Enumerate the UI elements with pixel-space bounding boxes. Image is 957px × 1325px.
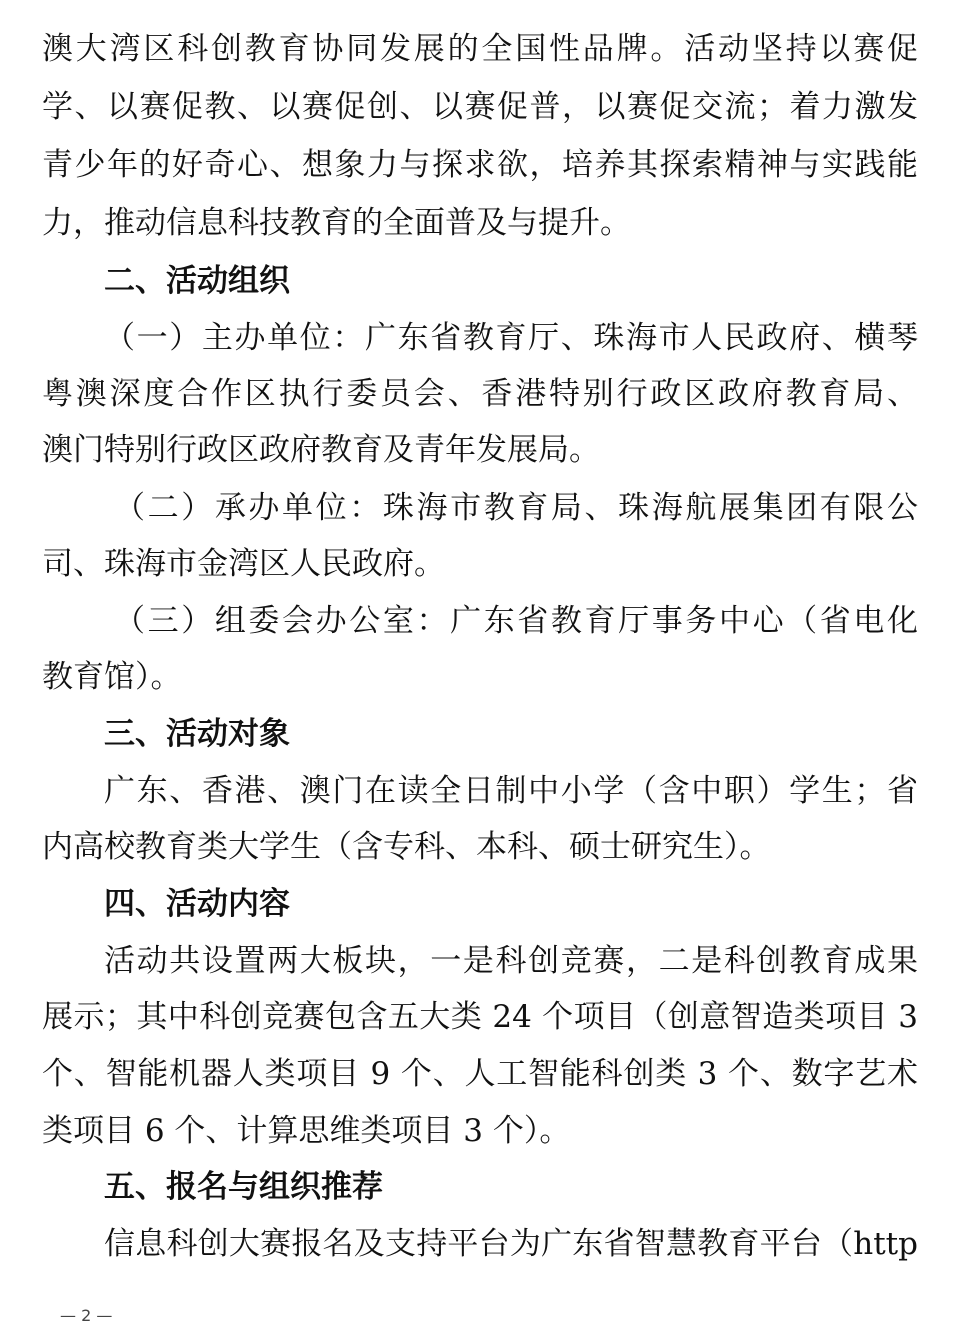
text-line: 广东、香港、澳门在读全日制中小学（含中职）学生；省 <box>104 773 918 809</box>
text-line: 澳门特别行政区政府教育及青年发展局。 <box>42 432 600 468</box>
text-line: 个、智能机器人类项目 9 个、人工智能科创类 3 个、数字艺术 <box>42 1056 918 1092</box>
page-number: — 2 — <box>60 1306 113 1325</box>
section-heading: 四、活动内容 <box>104 886 290 922</box>
text-line: 司、珠海市金湾区人民政府。 <box>42 546 445 582</box>
text-line: （二）承办单位：珠海市教育局、珠海航展集团有限公 <box>114 490 918 526</box>
section-heading: 五、报名与组织推荐 <box>104 1169 383 1205</box>
text-line: 信息科创大赛报名及支持平台为广东省智慧教育平台（http <box>104 1226 918 1262</box>
text-line: 类项目 6 个、计算思维类项目 3 个）。 <box>42 1113 571 1149</box>
text-line: 活动共设置两大板块，一是科创竞赛，二是科创教育成果 <box>104 943 918 979</box>
text-line: 教育馆）。 <box>42 659 182 695</box>
text-line: 内高校教育类大学生（含专科、本科、硕士研究生）。 <box>42 829 771 865</box>
text-line: 展示；其中科创竞赛包含五大类 24 个项目（创意智造类项目 3 <box>42 999 918 1035</box>
section-heading: 二、活动组织 <box>104 263 290 299</box>
text-line: 粤澳深度合作区执行委员会、香港特别行政区政府教育局、 <box>42 376 918 412</box>
text-line: （三）组委会办公室：广东省教育厅事务中心（省电化 <box>114 603 918 639</box>
text-line: 青少年的好奇心、想象力与探求欲，培养其探索精神与实践能 <box>42 147 918 183</box>
text-line: （一）主办单位：广东省教育厅、珠海市人民政府、横琴 <box>104 320 918 356</box>
text-line: 力，推动信息科技教育的全面普及与提升。 <box>42 205 631 241</box>
text-line: 学、以赛促教、以赛促创、以赛促普，以赛促交流；着力激发 <box>42 89 918 125</box>
text-line: 澳大湾区科创教育协同发展的全国性品牌。活动坚持以赛促 <box>42 31 918 67</box>
section-heading: 三、活动对象 <box>104 716 290 752</box>
